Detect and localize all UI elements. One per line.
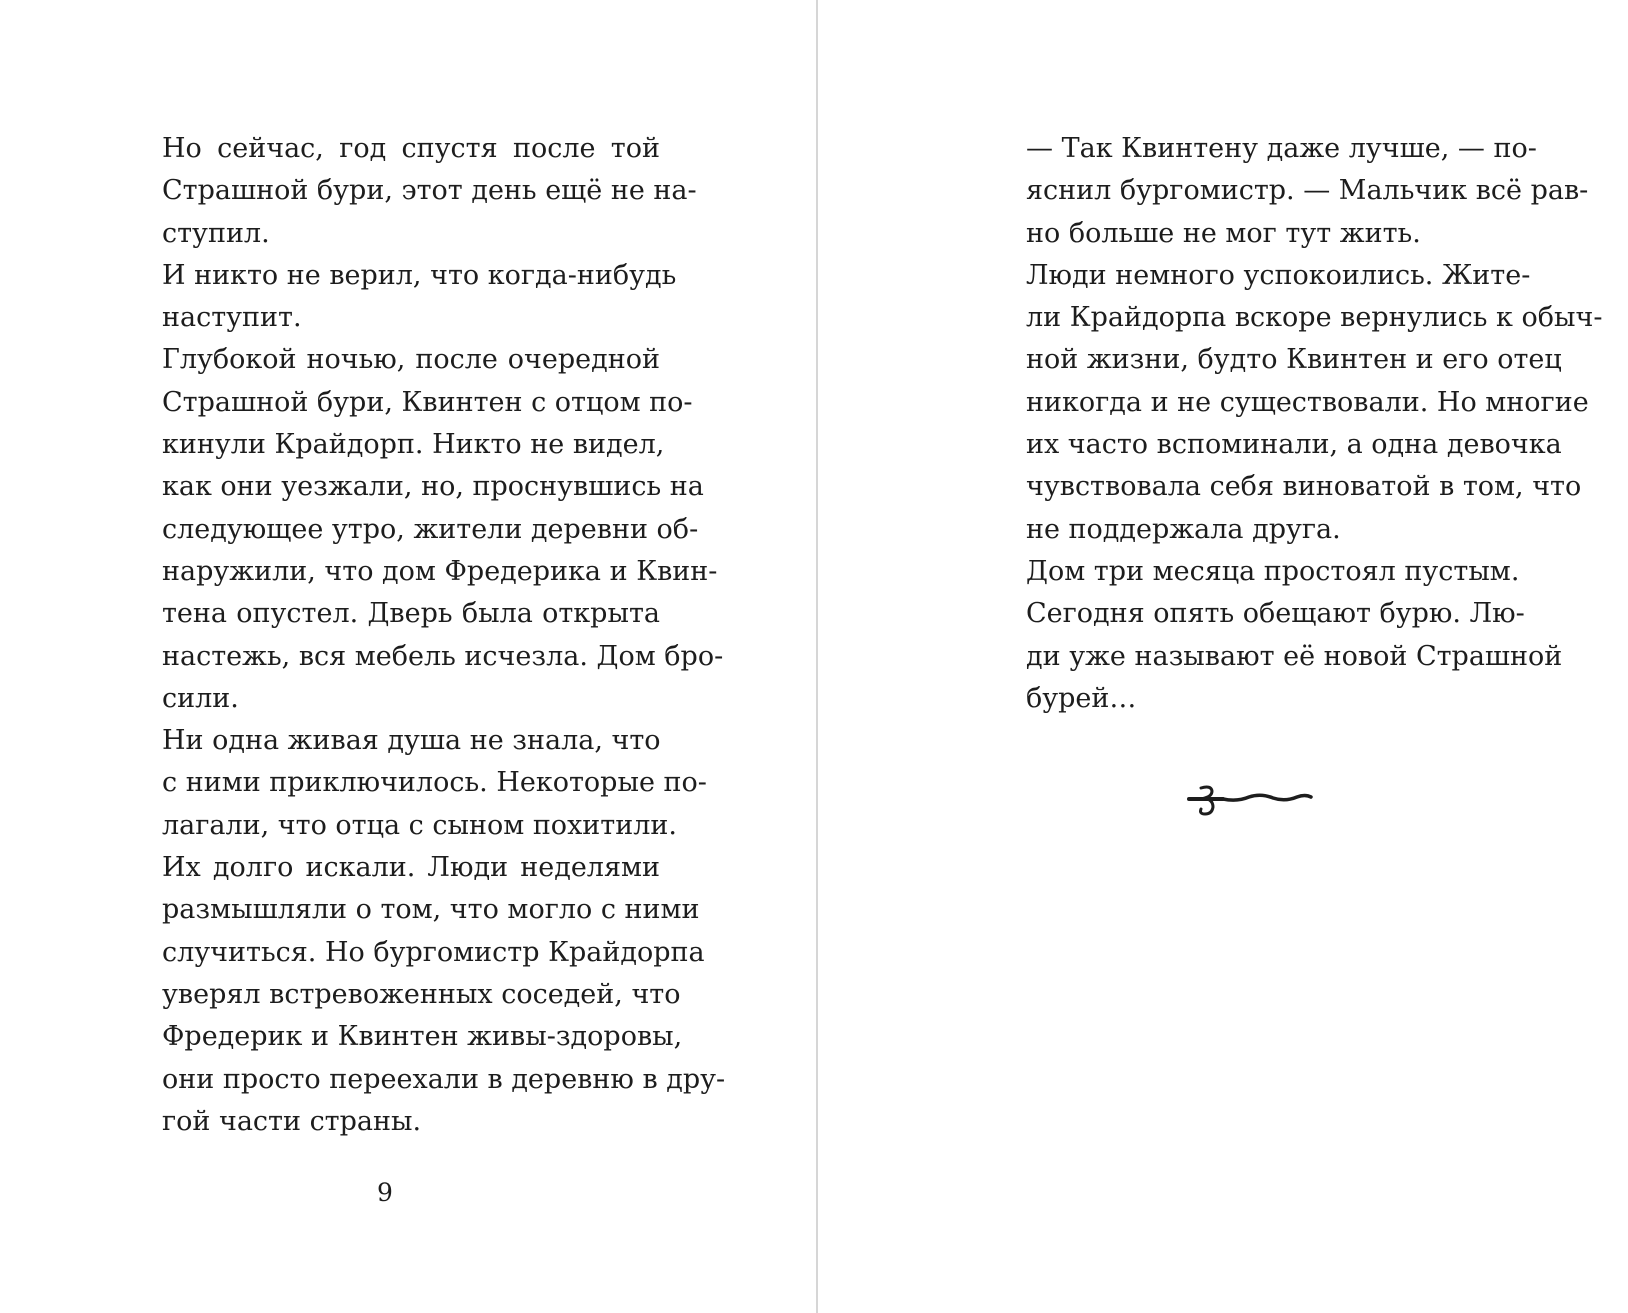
left-page-text [112,128,726,1143]
text-line: Страшной бури, этот день ещё не на- [162,175,697,207]
text-line: случиться. Но бургомистр Крайдорпа [162,936,705,968]
text-line: Их долго искали. Люди неделями [162,852,660,884]
paragraph [112,720,707,847]
text-line: чувствовала себя виноватой в том, что [1026,471,1582,503]
text-line: Но сейчас, год спустя после той [162,133,660,164]
text-line: Дом три месяца простоял пустым. [1026,555,1520,587]
text-line: но больше не мог тут жить. [1026,217,1421,249]
text-line: бурей… [1026,682,1137,714]
text-line: не поддержала друга. [1026,513,1341,545]
paragraph [112,339,724,720]
text-line: ступил. [162,217,270,249]
paragraph [976,255,1603,551]
text-line: ли Крайдорпа вскоре вернулись к обыч- [1026,302,1603,334]
paragraph [112,847,726,1143]
text-line: наступит. [162,302,302,334]
text-line: их часто вспоминали, а одна девочка [1026,429,1562,461]
text-line: наружили, что дом Фредерика и Квин- [162,555,718,587]
text-line: следующее утро, жители деревни об- [162,513,699,545]
page-number: 9 [377,1178,393,1207]
text-line: уверял встревоженных соседей, что [162,978,681,1010]
text-line: тена опустел. Дверь была открыта [162,598,660,630]
text-line: размышляли о том, что могло с ними [162,894,700,926]
text-line: настежь, вся мебель исчезла. Дом бро- [162,640,724,672]
text-line: гой части страны. [162,1105,422,1137]
text-line: Ни одна живая душа не знала, что [162,725,661,757]
text-line: они просто переехали в деревню в дру- [162,1063,726,1095]
text-line: Фредерик и Квинтен живы-здоровы, [162,1021,683,1053]
text-line: лагали, что отца с сыном похитили. [162,809,677,841]
text-line: И никто не верил, что когда-нибудь [162,259,677,291]
text-line: ди уже называют её новой Страшной [1026,640,1563,672]
flourish-ornament-icon [1185,783,1315,823]
text-line: Страшной бури, Квинтен с отцом по- [162,386,693,418]
text-line: сили. [162,682,239,714]
right-page-text [976,128,1603,720]
text-line: как они уезжали, но, проснувшись на [162,471,704,503]
paragraph [112,255,677,340]
text-line: ной жизни, будто Квинтен и его отец [1026,344,1562,376]
text-line: яснил бургомистр. — Мальчик всё рав- [1026,175,1589,207]
paragraph [976,551,1524,593]
text-line: Сегодня опять обещают бурю. Лю- [1026,598,1525,630]
page-gutter [816,0,818,1313]
text-line: кинули Крайдорп. Никто не видел, [162,429,665,461]
text-line: с ними приключилось. Некоторые по- [162,767,707,799]
text-line: — Так Квинтену даже лучше, — по- [1026,133,1537,164]
paragraph [976,593,1563,720]
text-line: Люди немного успокоились. Жите- [1026,259,1531,291]
text-line: никогда и не существовали. Но многие [1026,386,1589,418]
text-line: Глубокой ночью, после очередной [162,344,660,376]
paragraph [976,128,1589,255]
paragraph [112,128,697,255]
